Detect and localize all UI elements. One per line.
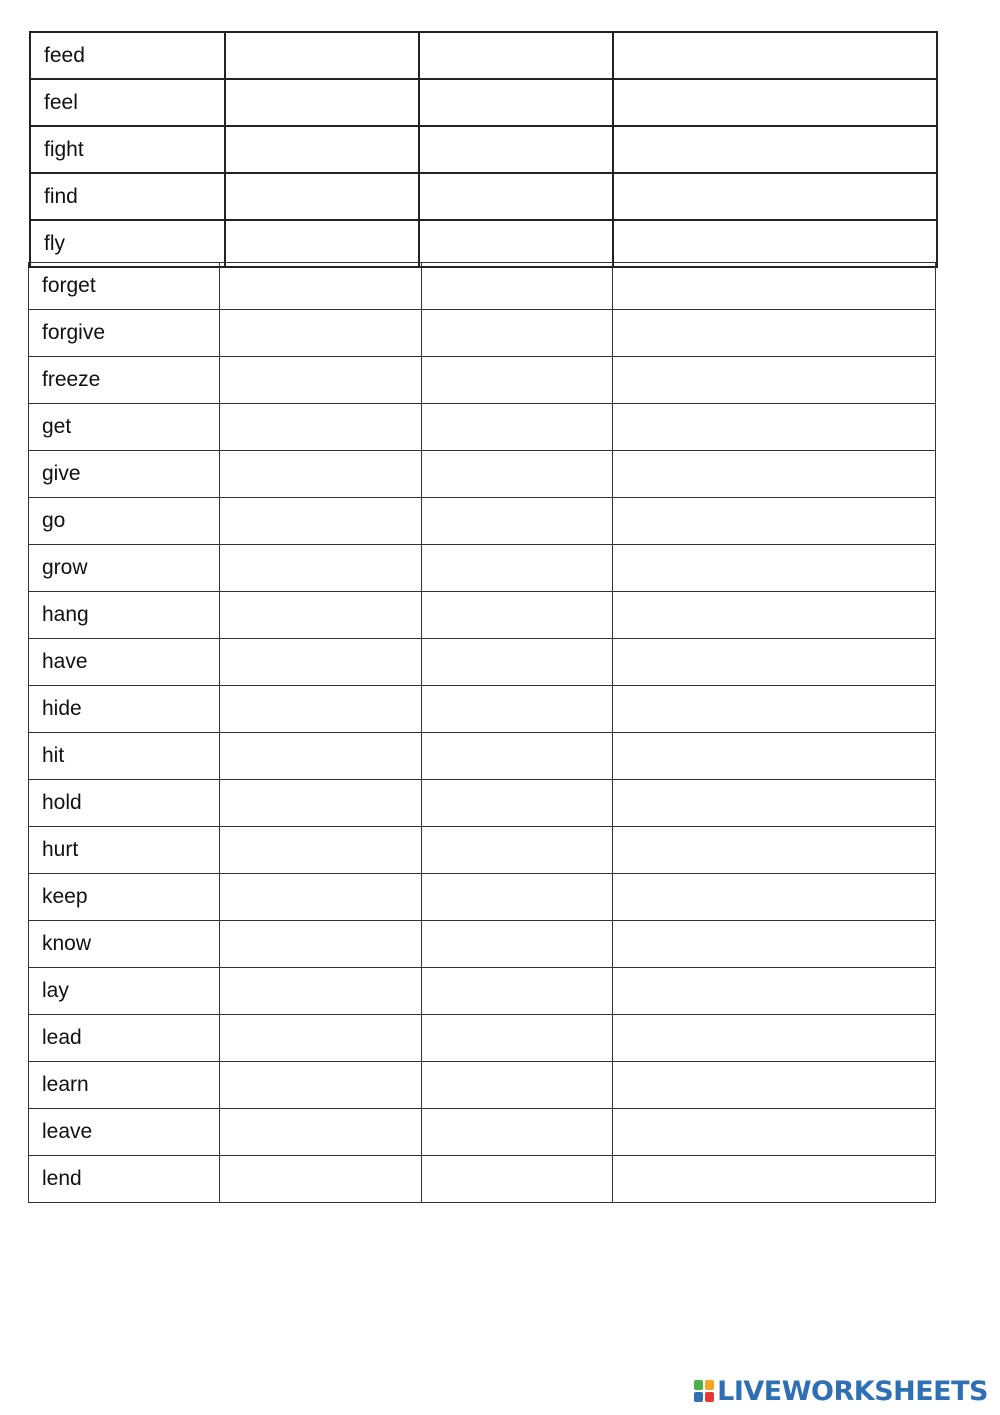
translation-cell[interactable]: [613, 874, 936, 921]
table-row: [29, 686, 936, 733]
table-row: [30, 126, 937, 173]
table-row: [29, 968, 936, 1015]
past-participle-cell[interactable]: [422, 1109, 613, 1156]
verb-cell: hit: [29, 733, 220, 780]
past-participle-cell[interactable]: [422, 1156, 613, 1203]
translation-cell[interactable]: [613, 404, 936, 451]
verb-table-top: [29, 31, 938, 268]
table-row: [29, 1156, 936, 1203]
verb-cell: learn: [29, 1062, 220, 1109]
verb-cell: get: [29, 404, 220, 451]
past-simple-cell[interactable]: [220, 921, 422, 968]
past-participle-cell[interactable]: [422, 592, 613, 639]
table-row: [30, 79, 937, 126]
past-simple-cell[interactable]: [225, 220, 419, 267]
verb-cell: feed: [30, 32, 225, 79]
past-participle-cell[interactable]: [422, 498, 613, 545]
translation-cell[interactable]: [613, 545, 936, 592]
translation-cell[interactable]: [613, 686, 936, 733]
past-participle-cell[interactable]: [422, 1015, 613, 1062]
past-participle-cell[interactable]: [422, 733, 613, 780]
verb-cell: grow: [29, 545, 220, 592]
verb-cell: go: [29, 498, 220, 545]
past-simple-cell[interactable]: [220, 827, 422, 874]
verb-cell: keep: [29, 874, 220, 921]
past-participle-cell[interactable]: [422, 310, 613, 357]
past-simple-cell[interactable]: [220, 451, 422, 498]
past-participle-cell[interactable]: [422, 686, 613, 733]
past-participle-cell[interactable]: [419, 32, 613, 79]
translation-cell[interactable]: [613, 1015, 936, 1062]
table-row: [29, 451, 936, 498]
verb-table-main: [28, 262, 936, 1203]
past-simple-cell[interactable]: [220, 357, 422, 404]
past-participle-cell[interactable]: [422, 404, 613, 451]
verb-cell: lead: [29, 1015, 220, 1062]
table-row: [29, 1109, 936, 1156]
verb-cell: hang: [29, 592, 220, 639]
translation-cell[interactable]: [613, 639, 936, 686]
past-simple-cell[interactable]: [220, 639, 422, 686]
past-participle-cell[interactable]: [419, 126, 613, 173]
past-simple-cell[interactable]: [220, 733, 422, 780]
table-row: [29, 780, 936, 827]
past-simple-cell[interactable]: [220, 404, 422, 451]
verb-cell: fly: [30, 220, 225, 267]
table-row: [29, 921, 936, 968]
brand-name: LIVEWORKSHEETS: [717, 1375, 988, 1407]
verb-cell: have: [29, 639, 220, 686]
table-row: [30, 173, 937, 220]
table-row: [29, 545, 936, 592]
translation-cell[interactable]: [613, 357, 936, 404]
verb-cell: freeze: [29, 357, 220, 404]
past-simple-cell[interactable]: [220, 874, 422, 921]
past-participle-cell[interactable]: [422, 639, 613, 686]
past-participle-cell[interactable]: [422, 968, 613, 1015]
past-participle-cell[interactable]: [419, 79, 613, 126]
translation-cell[interactable]: [613, 220, 937, 267]
verb-cell: hold: [29, 780, 220, 827]
translation-cell[interactable]: [613, 79, 937, 126]
translation-cell[interactable]: [613, 592, 936, 639]
translation-cell[interactable]: [613, 451, 936, 498]
translation-cell[interactable]: [613, 827, 936, 874]
translation-cell[interactable]: [613, 968, 936, 1015]
table-row: [29, 404, 936, 451]
translation-cell[interactable]: [613, 32, 937, 79]
past-participle-cell[interactable]: [422, 451, 613, 498]
translation-cell[interactable]: [613, 733, 936, 780]
table-row: [29, 639, 936, 686]
past-participle-cell[interactable]: [422, 874, 613, 921]
translation-cell[interactable]: [613, 1062, 936, 1109]
past-participle-cell[interactable]: [422, 357, 613, 404]
past-simple-cell[interactable]: [225, 126, 419, 173]
past-simple-cell[interactable]: [220, 968, 422, 1015]
table-row: [29, 1062, 936, 1109]
table-row: [29, 263, 936, 310]
past-participle-cell[interactable]: [419, 220, 613, 267]
translation-cell[interactable]: [613, 1156, 936, 1203]
table-row: [30, 220, 937, 267]
past-simple-cell[interactable]: [220, 780, 422, 827]
verb-cell: hide: [29, 686, 220, 733]
verb-cell: lend: [29, 1156, 220, 1203]
verb-cell: find: [30, 173, 225, 220]
translation-cell[interactable]: [613, 921, 936, 968]
past-simple-cell[interactable]: [220, 1156, 422, 1203]
table-row: [29, 827, 936, 874]
verb-cell: fight: [30, 126, 225, 173]
past-simple-cell[interactable]: [220, 263, 422, 310]
verb-cell: feel: [30, 79, 225, 126]
verb-cell: know: [29, 921, 220, 968]
past-participle-cell[interactable]: [422, 1062, 613, 1109]
table-row: [29, 592, 936, 639]
past-participle-cell[interactable]: [422, 827, 613, 874]
logo-blocks-icon: [693, 1379, 715, 1403]
past-simple-cell[interactable]: [225, 32, 419, 79]
verb-cell: forgive: [29, 310, 220, 357]
table-row: [29, 498, 936, 545]
past-simple-cell[interactable]: [220, 498, 422, 545]
past-simple-cell[interactable]: [220, 592, 422, 639]
past-simple-cell[interactable]: [220, 686, 422, 733]
translation-cell[interactable]: [613, 780, 936, 827]
past-simple-cell[interactable]: [220, 545, 422, 592]
past-simple-cell[interactable]: [220, 1062, 422, 1109]
table-row: [29, 357, 936, 404]
past-participle-cell[interactable]: [422, 780, 613, 827]
translation-cell[interactable]: [613, 173, 937, 220]
translation-cell[interactable]: [613, 263, 936, 310]
past-simple-cell[interactable]: [225, 79, 419, 126]
table-row: [30, 32, 937, 79]
past-participle-cell[interactable]: [419, 173, 613, 220]
verb-cell: lay: [29, 968, 220, 1015]
past-simple-cell[interactable]: [220, 1109, 422, 1156]
verb-cell: forget: [29, 263, 220, 310]
past-participle-cell[interactable]: [422, 263, 613, 310]
table-row: [29, 310, 936, 357]
table-row: [29, 874, 936, 921]
translation-cell[interactable]: [613, 126, 937, 173]
translation-cell[interactable]: [613, 310, 936, 357]
past-simple-cell[interactable]: [220, 310, 422, 357]
past-participle-cell[interactable]: [422, 921, 613, 968]
past-simple-cell[interactable]: [220, 1015, 422, 1062]
table-row: [29, 1015, 936, 1062]
past-participle-cell[interactable]: [422, 545, 613, 592]
liveworksheets-logo: [693, 1374, 988, 1408]
translation-cell[interactable]: [613, 1109, 936, 1156]
past-simple-cell[interactable]: [225, 173, 419, 220]
table-row: [29, 733, 936, 780]
verb-cell: hurt: [29, 827, 220, 874]
translation-cell[interactable]: [613, 498, 936, 545]
verb-cell: leave: [29, 1109, 220, 1156]
verb-cell: give: [29, 451, 220, 498]
